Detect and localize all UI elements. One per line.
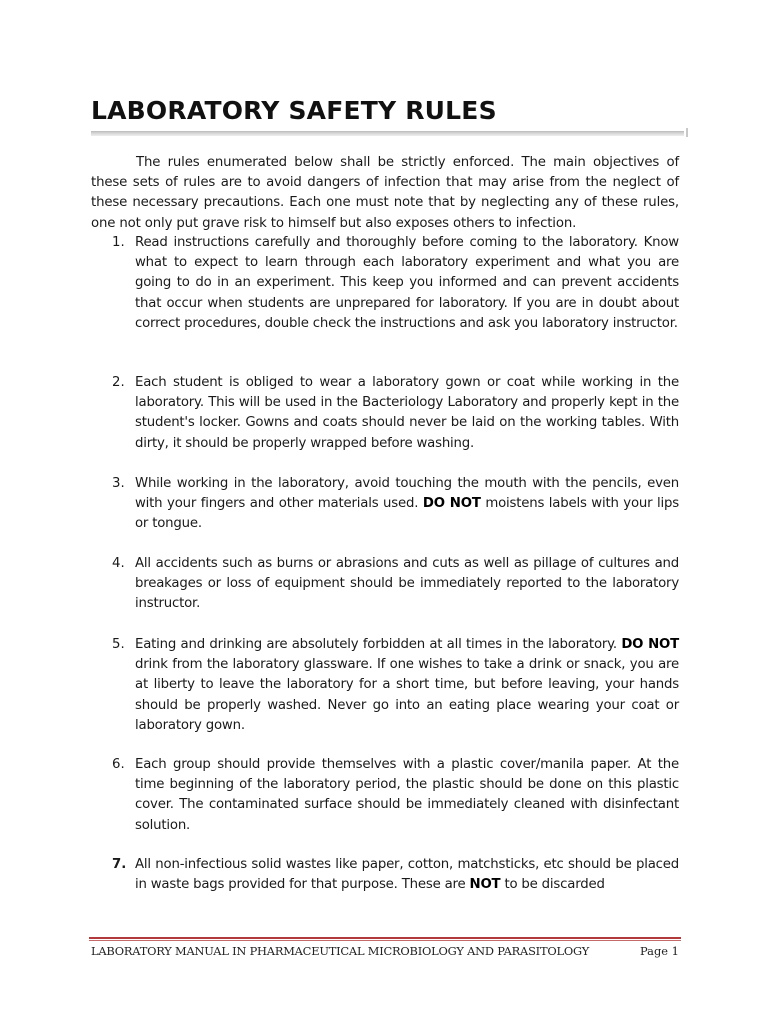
rule-7-text-a: All non-infectious solid wastes like paper, cotton, matchsticks, etc should be placed in waste bags provided for that purpose. These are [135,857,679,893]
rule-3-text-a: While working in the laboratory, avoid touching the mouth with the pencils, even with your fingers and other materials used. [135,476,679,512]
footer-divider-thin [89,940,681,941]
rule-text-5 [135,635,679,736]
rule-number-2: 2. [112,375,125,390]
footer-page-number: Page 1 [640,944,679,958]
rule-number-4: 4. [112,556,125,571]
rule-text-7 [135,855,679,895]
rule-7-emphasis: NOT [469,877,501,893]
rule-3-emphasis: DO NOT [422,496,481,512]
rule-5-text-a: Eating and drinking are absolutely forbidden at all times in the laboratory. [135,637,622,652]
rule-number-5: 5. [112,637,125,652]
rule-number-7: 7. [112,857,127,872]
rule-number-6: 6. [112,757,125,772]
intro-paragraph: The rules enumerated below shall be strictly enforced. The main objectives of these sets of rules are to avoid dangers of infection that may arise from the neglect of these necessary precautions. Each one must note that by neglecting any of these rules, one not only put grave risk to himself but also exposes others to infection. [91,155,679,231]
rule-5-emphasis: DO NOT [621,637,679,652]
rule-7-text-b: to be discarded [500,877,605,893]
rule-number-1: 1. [112,235,125,250]
rule-text-3 [135,474,679,535]
title-divider-cap [686,128,688,137]
rule-text-4: All accidents such as burns or abrasions and cuts as well as pillage of cultures and breakages or loss of equipment should be immediately reported to the laboratory instructor. [135,556,679,612]
rule-text-2: Each student is obliged to wear a laboratory gown or coat while working in the laboratory. This will be used in the Bacteriology Laboratory and properly kept in the student's locker. Gowns and coats should never be laid on the working tables. With dirty, it should be properly wrapped before washing. [135,375,679,451]
footer-manual-title: LABORATORY MANUAL IN PHARMACEUTICAL MICROBIOLOGY AND PARASITOLOGY [91,944,590,958]
rule-text-1: Read instructions carefully and thoroughly before coming to the laboratory. Know what to expect to learn through each laboratory experiment and what you are going to do in an experiment. This keep you informed and can prevent accidents that occur when students are unprepared for laboratory. If you are in doubt about correct procedures, double check the instructions and ask you laboratory instructor. [135,235,679,331]
page-title: LABORATORY SAFETY RULES [91,96,497,125]
rule-text-6: Each group should provide themselves with a plastic cover/manila paper. At the time beginning of the laboratory period, the plastic should be done on this plastic cover. The contaminated surface should be immediately cleaned with disinfectant solution. [135,757,679,833]
title-divider [91,131,684,136]
footer-divider [89,937,681,939]
rule-5-text-b: drink from the laboratory glassware. If one wishes to take a drink or snack, you are at liberty to leave the laboratory for a short time, but before leaving, your hands should be properly washed. Never go into an eating place wearing your coat or laboratory gown. [135,657,679,733]
rule-number-3: 3. [112,476,125,491]
rule-3-text-b: moistens labels with your lips or tongue. [135,496,679,532]
